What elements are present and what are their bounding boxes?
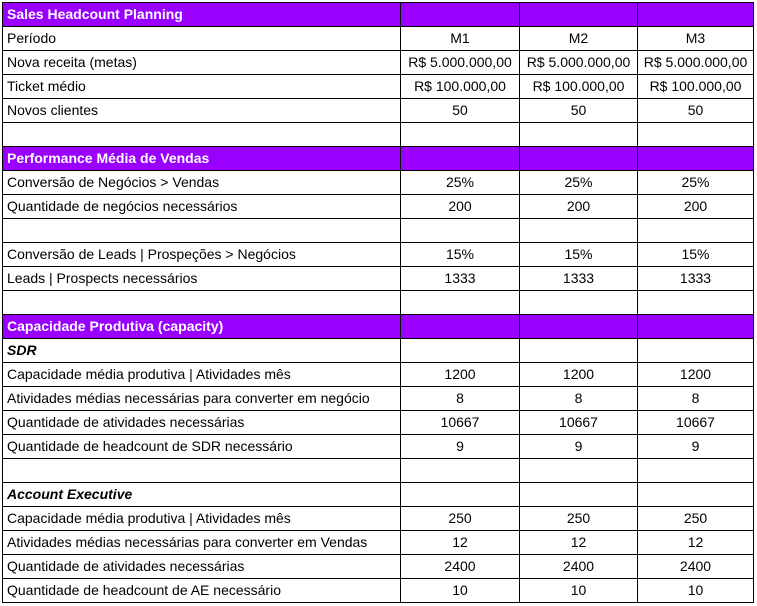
value-cell-m2[interactable] <box>520 315 638 339</box>
value-cell-m2[interactable]: 12 <box>520 531 638 555</box>
row-label-cell[interactable]: Nova receita (metas) <box>3 51 401 75</box>
table-row <box>3 27 754 51</box>
row-label-cell[interactable] <box>3 459 401 483</box>
value-cell-m1[interactable]: 10 <box>401 579 520 603</box>
value-cell-m2[interactable]: 200 <box>520 195 638 219</box>
blank-row <box>3 123 754 147</box>
value-cell-m3[interactable] <box>638 219 754 243</box>
value-cell-m1[interactable] <box>401 459 520 483</box>
value-cell-m3[interactable]: 10667 <box>638 411 754 435</box>
value-cell-m2[interactable]: R$ 5.000.000,00 <box>520 51 638 75</box>
value-cell-m3[interactable] <box>638 483 754 507</box>
table-row <box>3 171 754 195</box>
row-label-cell[interactable] <box>3 291 401 315</box>
row-label-cell[interactable]: Quantidade de headcount de SDR necessário <box>3 435 401 459</box>
spreadsheet-body <box>3 3 754 603</box>
row-label-cell[interactable] <box>3 123 401 147</box>
value-cell-m2[interactable] <box>520 219 638 243</box>
row-label-cell[interactable]: Quantidade de atividades necessárias <box>3 555 401 579</box>
value-cell-m1[interactable]: 10667 <box>401 411 520 435</box>
value-cell-m1[interactable]: 25% <box>401 171 520 195</box>
value-cell-m2[interactable] <box>520 291 638 315</box>
row-label-cell[interactable]: Quantidade de headcount de AE necessário <box>3 579 401 603</box>
table-row <box>3 267 754 291</box>
subsection-header-row <box>3 339 754 363</box>
value-cell-m3[interactable] <box>638 147 754 171</box>
value-cell-m1[interactable] <box>401 123 520 147</box>
value-cell-m3[interactable]: 200 <box>638 195 754 219</box>
table-row <box>3 579 754 603</box>
table-row <box>3 435 754 459</box>
blank-row <box>3 459 754 483</box>
table-row <box>3 507 754 531</box>
value-cell-m1[interactable]: 1200 <box>401 363 520 387</box>
table-row <box>3 411 754 435</box>
value-cell-m3[interactable]: 9 <box>638 435 754 459</box>
table-row <box>3 555 754 579</box>
value-cell-m1[interactable] <box>401 291 520 315</box>
table-row <box>3 363 754 387</box>
value-cell-m3[interactable] <box>638 339 754 363</box>
row-label-cell[interactable]: Conversão de Leads | Prospeções > Negócios <box>3 243 401 267</box>
value-cell-m2[interactable]: 50 <box>520 99 638 123</box>
value-cell-m3[interactable]: R$ 100.000,00 <box>638 75 754 99</box>
row-label-cell[interactable]: Ticket médio <box>3 75 401 99</box>
value-cell-m3[interactable] <box>638 291 754 315</box>
table-row <box>3 531 754 555</box>
value-cell-m3[interactable]: 8 <box>638 387 754 411</box>
value-cell-m1[interactable]: 250 <box>401 507 520 531</box>
row-label-cell[interactable]: Capacidade Produtiva (capacity) <box>3 315 401 339</box>
value-cell-m1[interactable] <box>401 315 520 339</box>
value-cell-m1[interactable] <box>401 339 520 363</box>
value-cell-m1[interactable]: 9 <box>401 435 520 459</box>
value-cell-m3[interactable]: 15% <box>638 243 754 267</box>
value-cell-m1[interactable]: M1 <box>401 27 520 51</box>
row-label-cell[interactable]: SDR <box>3 339 401 363</box>
row-label-cell[interactable] <box>3 219 401 243</box>
section-header-row <box>3 147 754 171</box>
spreadsheet-grid <box>2 2 754 603</box>
value-cell-m3[interactable] <box>638 3 754 27</box>
table-row <box>3 75 754 99</box>
table-row <box>3 51 754 75</box>
value-cell-m3[interactable]: 2400 <box>638 555 754 579</box>
row-label-cell[interactable]: Período <box>3 27 401 51</box>
table-row <box>3 243 754 267</box>
row-label-cell[interactable]: Capacidade média produtiva | Atividades mês <box>3 363 401 387</box>
value-cell-m2[interactable]: 8 <box>520 387 638 411</box>
value-cell-m1[interactable]: 50 <box>401 99 520 123</box>
blank-row <box>3 219 754 243</box>
row-label-cell[interactable]: Quantidade de atividades necessárias <box>3 411 401 435</box>
value-cell-m3[interactable]: 1333 <box>638 267 754 291</box>
value-cell-m2[interactable] <box>520 123 638 147</box>
value-cell-m3[interactable] <box>638 123 754 147</box>
value-cell-m3[interactable]: 10 <box>638 579 754 603</box>
value-cell-m2[interactable]: M2 <box>520 27 638 51</box>
row-label-cell[interactable]: Capacidade média produtiva | Atividades mês <box>3 507 401 531</box>
value-cell-m2[interactable] <box>520 339 638 363</box>
value-cell-m2[interactable] <box>520 147 638 171</box>
value-cell-m2[interactable]: 2400 <box>520 555 638 579</box>
row-label-cell[interactable]: Conversão de Negócios > Vendas <box>3 171 401 195</box>
value-cell-m1[interactable]: 200 <box>401 195 520 219</box>
value-cell-m1[interactable] <box>401 3 520 27</box>
value-cell-m2[interactable]: 1200 <box>520 363 638 387</box>
value-cell-m2[interactable]: 15% <box>520 243 638 267</box>
value-cell-m1[interactable] <box>401 219 520 243</box>
value-cell-m1[interactable]: 15% <box>401 243 520 267</box>
table-row <box>3 99 754 123</box>
row-label-cell[interactable]: Account Executive <box>3 483 401 507</box>
value-cell-m1[interactable] <box>401 483 520 507</box>
value-cell-m1[interactable] <box>401 147 520 171</box>
row-label-cell[interactable]: Atividades médias necessárias para converter em negócio <box>3 387 401 411</box>
value-cell-m1[interactable]: R$ 5.000.000,00 <box>401 51 520 75</box>
value-cell-m2[interactable]: 25% <box>520 171 638 195</box>
row-label-cell[interactable]: Performance Média de Vendas <box>3 147 401 171</box>
value-cell-m2[interactable] <box>520 483 638 507</box>
value-cell-m2[interactable]: 10667 <box>520 411 638 435</box>
value-cell-m3[interactable] <box>638 315 754 339</box>
row-label-cell[interactable]: Atividades médias necessárias para converter em Vendas <box>3 531 401 555</box>
section-header-row <box>3 315 754 339</box>
row-label-cell[interactable]: Leads | Prospects necessários <box>3 267 401 291</box>
row-label-cell[interactable]: Sales Headcount Planning <box>3 3 401 27</box>
value-cell-m3[interactable]: R$ 5.000.000,00 <box>638 51 754 75</box>
subsection-header-row <box>3 483 754 507</box>
row-label-cell[interactable]: Quantidade de negócios necessários <box>3 195 401 219</box>
row-label-cell[interactable]: Novos clientes <box>3 99 401 123</box>
value-cell-m1[interactable]: 12 <box>401 531 520 555</box>
value-cell-m3[interactable] <box>638 459 754 483</box>
value-cell-m2[interactable]: 250 <box>520 507 638 531</box>
table-row <box>3 195 754 219</box>
value-cell-m1[interactable]: 1333 <box>401 267 520 291</box>
value-cell-m2[interactable] <box>520 459 638 483</box>
section-header-row <box>3 3 754 27</box>
value-cell-m3[interactable]: 12 <box>638 531 754 555</box>
value-cell-m3[interactable]: M3 <box>638 27 754 51</box>
blank-row <box>3 291 754 315</box>
value-cell-m3[interactable]: 250 <box>638 507 754 531</box>
value-cell-m2[interactable]: 1333 <box>520 267 638 291</box>
value-cell-m3[interactable]: 1200 <box>638 363 754 387</box>
table-row <box>3 387 754 411</box>
value-cell-m2[interactable]: R$ 100.000,00 <box>520 75 638 99</box>
value-cell-m3[interactable]: 50 <box>638 99 754 123</box>
value-cell-m3[interactable]: 25% <box>638 171 754 195</box>
value-cell-m1[interactable]: 2400 <box>401 555 520 579</box>
value-cell-m1[interactable]: 8 <box>401 387 520 411</box>
value-cell-m1[interactable]: R$ 100.000,00 <box>401 75 520 99</box>
value-cell-m2[interactable]: 9 <box>520 435 638 459</box>
value-cell-m2[interactable]: 10 <box>520 579 638 603</box>
value-cell-m2[interactable] <box>520 3 638 27</box>
